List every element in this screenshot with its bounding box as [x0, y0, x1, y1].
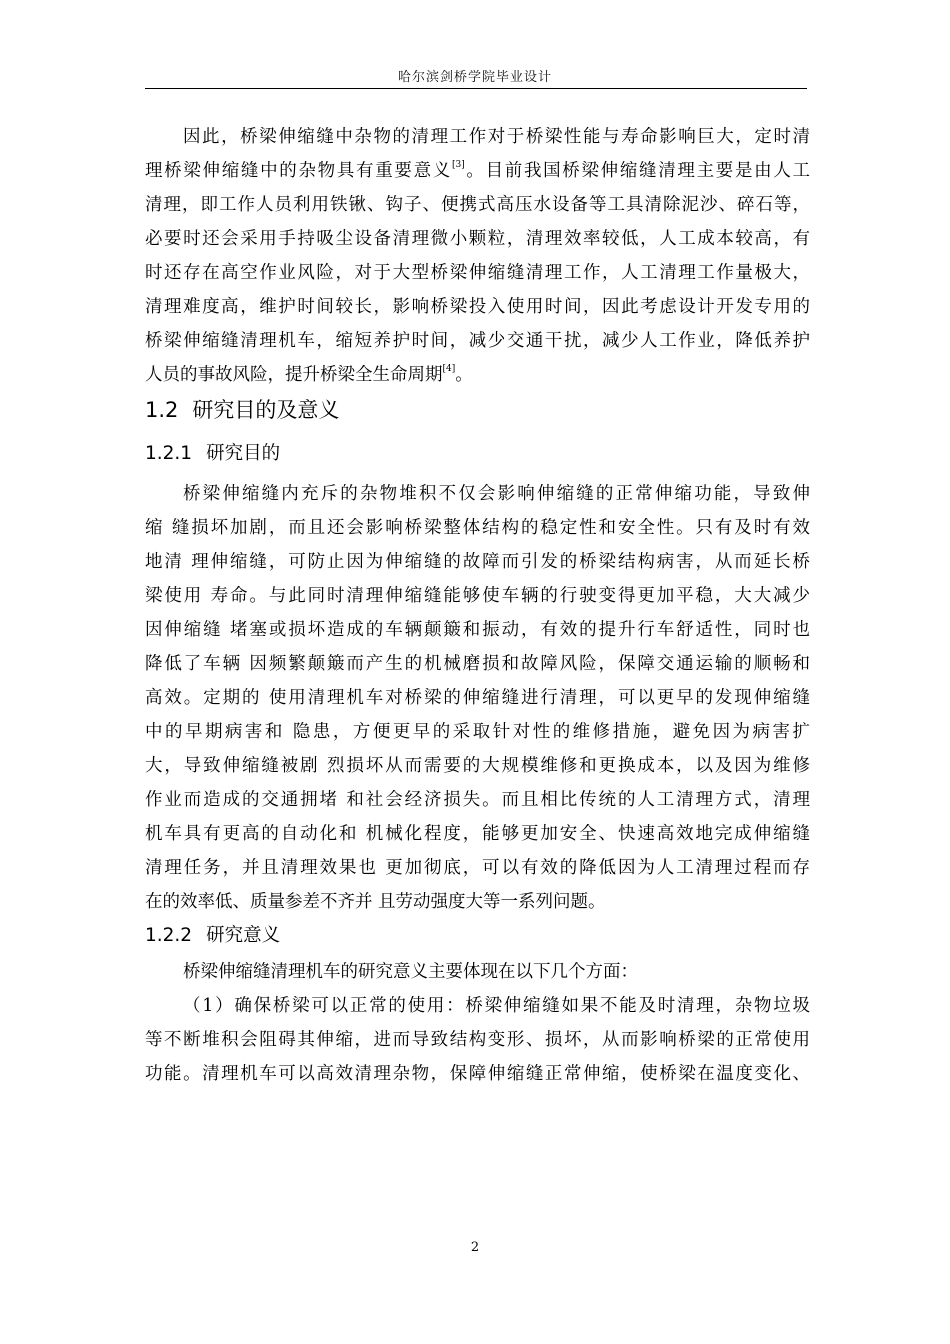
paragraph-line: 梁使用 寿命。与此同时清理伸缩缝能够使车辆的行驶变得更加平稳，大大减少 [145, 586, 810, 606]
paragraph-line [145, 154, 810, 188]
paragraph-line: 功能。清理机车可以高效清理杂物，保障伸缩缝正常伸缩，使桥梁在温度变化、 [145, 1064, 810, 1084]
paragraph-line: 清理任务，并且清理效果也 更加彻底，可以有效的降低因为人工清理过程而存 [145, 858, 810, 878]
text-segment: 理桥梁伸缩缝中的杂物具有重要意义 [145, 161, 452, 181]
paragraph-line: 桥梁伸缩缝清理机车，缩短养护时间，减少交通干扰，减少人工作业，降低养护 [145, 331, 810, 351]
citation-mark: [3] [451, 160, 465, 171]
paragraph-line: 高效。定期的 使用清理机车对桥梁的伸缩缝进行清理，可以更早的发现伸缩缝 [145, 688, 810, 708]
paragraph-line: （1）确保桥梁可以正常的使用：桥梁伸缩缝如果不能及时清理，杂物垃圾 [183, 996, 810, 1016]
paragraph-line: 中的早期病害和 隐患，方便更早的采取针对性的维修措施，避免因为病害扩 [145, 722, 810, 742]
page-number: 2 [470, 1240, 480, 1255]
paragraph-line: 等不断堆积会阻碍其伸缩，进而导致结构变形、损坏，从而影响桥梁的正常使用 [145, 1030, 810, 1050]
paragraph-line: 桥梁伸缩缝内充斥的杂物堆积不仅会影响伸缩缝的正常伸缩功能，导致伸 [183, 484, 810, 504]
paragraph-line: 在的效率低、质量参差不齐并 且劳动强度大等一系列问题。 [145, 892, 606, 912]
paragraph-line: 降低了车辆 因频繁颠簸而产生的机械磨损和故障风险，保障交通运输的顺畅和 [145, 654, 810, 674]
section-number: 1.2.2 [145, 925, 193, 946]
paragraph-significance [145, 955, 810, 1091]
paragraph-line [145, 358, 810, 392]
paragraph-line: 大，导致伸缩缝被剧 烈损坏从而需要的大规模维修和更换成本，以及因为维修 [145, 756, 810, 776]
paragraph-line: 清理难度高，维护时间较长，影响桥梁投入使用时间，因此考虑设计开发专用的 [145, 297, 810, 317]
section-title: 研究意义 [206, 925, 281, 946]
paragraph-line: 作业而造成的交通拥堵 和社会经济损失。而且相比传统的人工清理方式，清理 [145, 790, 810, 810]
paragraph-line: 缩 缝损坏加剧，而且还会影响桥梁整体结构的稳定性和安全性。只有及时有效 [145, 518, 810, 538]
section-number: 1.2.1 [145, 443, 193, 464]
header-title: 哈尔滨剑桥学院毕业设计 [397, 70, 552, 85]
paragraph-line: 机车具有更高的自动化和 机械化程度，能够更加安全、快速高效地完成伸缩缝 [145, 824, 810, 844]
text-segment: 。 [455, 365, 473, 385]
citation-mark: [4] [442, 364, 456, 375]
paragraph-line: 时还存在高空作业风险，对于大型桥梁伸缩缝清理工作，人工清理工作量极大， [145, 263, 810, 283]
paragraph-line: 清理，即工作人员利用铁锹、钩子、便携式高压水设备等工具清除泥沙、碎石等， [145, 195, 810, 215]
section-number: 1.2 [145, 398, 179, 422]
paragraph-line: 因此，桥梁伸缩缝中杂物的清理工作对于桥梁性能与寿命影响巨大，定时清 [183, 127, 810, 147]
paragraph-line: 地清 理伸缩缝，可防止因为伸缩缝的故障而引发的桥梁结构病害，从而延长桥 [145, 552, 810, 572]
paragraph-intro [145, 120, 810, 392]
paragraph-line: 因伸缩缝 堵塞或损坏造成的车辆颠簸和振动，有效的提升行车舒适性，同时也 [145, 620, 810, 640]
paragraph-line: 桥梁伸缩缝清理机车的研究意义主要体现在以下几个方面： [183, 962, 638, 982]
section-title: 研究目的及意义 [192, 398, 340, 422]
paragraph-line: 必要时还会采用手持吸尘设备清理微小颗粒，清理效率较低，人工成本较高，有 [145, 229, 810, 249]
text-segment: 。目前我国桥梁伸缩缝清理主要是由人工 [464, 161, 811, 181]
section-title: 研究目的 [206, 443, 281, 464]
paragraph-purpose [145, 477, 810, 919]
section-heading-1-2 [145, 389, 810, 431]
section-heading-1-2-2 [145, 917, 810, 955]
text-segment: 人员的事故风险，提升桥梁全生命周期 [145, 365, 443, 385]
header-divider [145, 88, 807, 89]
main-content [145, 120, 810, 1091]
section-heading-1-2-1 [145, 435, 810, 473]
